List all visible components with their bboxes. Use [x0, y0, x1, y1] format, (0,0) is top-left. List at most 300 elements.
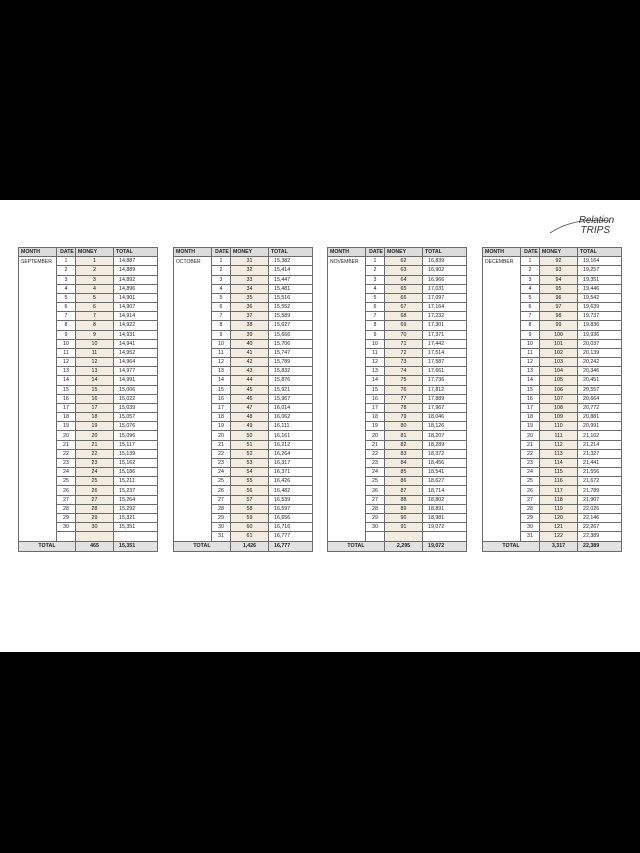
money-cell: 65 [385, 284, 423, 293]
table-row [19, 458, 158, 467]
table-row [483, 293, 622, 302]
money-cell: 36 [231, 303, 269, 312]
month-cell [19, 468, 57, 477]
table-row [483, 504, 622, 513]
money-cell: 116 [540, 477, 578, 486]
date-cell: 22 [521, 449, 540, 458]
date-cell [366, 532, 385, 541]
table-row [19, 266, 158, 275]
money-cell: 66 [385, 293, 423, 302]
date-cell: 2 [521, 266, 540, 275]
table-row [174, 422, 313, 431]
date-cell: 4 [521, 284, 540, 293]
total-cell: 19,639 [578, 303, 622, 312]
month-cell [483, 312, 521, 321]
month-cell [19, 303, 57, 312]
date-cell: 20 [366, 431, 385, 440]
month-cell [328, 339, 366, 348]
total-cell: 21,556 [578, 468, 622, 477]
money-cell: 8 [76, 321, 114, 330]
month-cell [19, 403, 57, 412]
total-cell: 16,902 [423, 266, 467, 275]
month-cell [328, 303, 366, 312]
money-cell: 90 [385, 513, 423, 522]
total-cell: 15,321 [114, 513, 158, 522]
date-cell: 12 [366, 358, 385, 367]
money-header: MONEY [540, 248, 578, 257]
date-cell: 25 [521, 477, 540, 486]
month-name: NOVEMBER [328, 257, 366, 266]
month-cell [174, 348, 212, 357]
date-cell: 24 [366, 468, 385, 477]
total-cell: 21,789 [578, 486, 622, 495]
header-row [328, 248, 467, 257]
money-cell: 28 [76, 504, 114, 513]
date-cell: 29 [57, 513, 76, 522]
month-cell [483, 486, 521, 495]
table-row [19, 284, 158, 293]
month-cell [174, 312, 212, 321]
date-cell: 6 [57, 303, 76, 312]
total-total: 19,072 [423, 541, 467, 551]
money-cell: 75 [385, 376, 423, 385]
total-cell: 19,737 [578, 312, 622, 321]
date-header: DATE [521, 248, 540, 257]
money-cell: 103 [540, 358, 578, 367]
total-cell: 16,161 [269, 431, 313, 440]
month-cell [483, 440, 521, 449]
month-cell [19, 275, 57, 284]
month-cell [328, 422, 366, 431]
money-cell: 68 [385, 312, 423, 321]
table-row [174, 513, 313, 522]
month-cell [483, 504, 521, 513]
money-cell: 41 [231, 348, 269, 357]
month-cell [483, 303, 521, 312]
logo-line-1: Relation [578, 215, 614, 226]
table-row [174, 385, 313, 394]
month-header: MONTH [328, 248, 366, 257]
total-cell: 16,264 [269, 449, 313, 458]
month-cell [328, 431, 366, 440]
total-cell: 21,102 [578, 431, 622, 440]
money-cell: 92 [540, 257, 578, 266]
month-cell [174, 486, 212, 495]
date-cell: 27 [366, 495, 385, 504]
table-row [19, 504, 158, 513]
money-cell: 94 [540, 275, 578, 284]
table-row [19, 486, 158, 495]
header-row [174, 248, 313, 257]
money-cell: 5 [76, 293, 114, 302]
date-cell: 19 [57, 422, 76, 431]
table-row [19, 275, 158, 284]
month-cell [19, 440, 57, 449]
total-cell: 14,914 [114, 312, 158, 321]
money-cell: 89 [385, 504, 423, 513]
total-cell: 16,839 [423, 257, 467, 266]
money-cell: 16 [76, 394, 114, 403]
table-row [483, 440, 622, 449]
header-row [483, 248, 622, 257]
total-cell: 15,967 [269, 394, 313, 403]
total-cell: 17,442 [423, 339, 467, 348]
total-cell: 15,057 [114, 413, 158, 422]
total-cell: 18,126 [423, 422, 467, 431]
total-row [174, 541, 313, 551]
total-cell: 22,026 [578, 504, 622, 513]
month-cell [19, 385, 57, 394]
date-cell: 16 [521, 394, 540, 403]
month-cell [328, 504, 366, 513]
money-cell: 17 [76, 403, 114, 412]
date-cell: 20 [212, 431, 231, 440]
table-row [19, 422, 158, 431]
month-cell [174, 431, 212, 440]
date-header: DATE [212, 248, 231, 257]
money-cell: 72 [385, 348, 423, 357]
table-row [174, 523, 313, 532]
date-cell: 12 [521, 358, 540, 367]
date-cell: 23 [57, 458, 76, 467]
date-cell: 29 [366, 513, 385, 522]
total-cell: 17,031 [423, 284, 467, 293]
table-row [483, 257, 622, 266]
money-cell: 34 [231, 284, 269, 293]
date-cell: 12 [57, 358, 76, 367]
total-cell: 14,922 [114, 321, 158, 330]
table-row [19, 523, 158, 532]
total-cell: 18,289 [423, 440, 467, 449]
table-row [19, 532, 158, 541]
date-cell: 28 [521, 504, 540, 513]
month-cell [174, 504, 212, 513]
money-cell: 83 [385, 449, 423, 458]
month-cell [19, 284, 57, 293]
table-row [174, 284, 313, 293]
table-row [19, 330, 158, 339]
date-cell: 2 [57, 266, 76, 275]
money-cell: 61 [231, 532, 269, 541]
total-label: TOTAL [483, 541, 540, 551]
total-cell: 16,656 [269, 513, 313, 522]
month-cell [19, 523, 57, 532]
table-row [483, 385, 622, 394]
month-cell [483, 284, 521, 293]
table-row [483, 321, 622, 330]
table-row [328, 312, 467, 321]
month-cell [328, 440, 366, 449]
money-cell: 19 [76, 422, 114, 431]
month-cell [174, 523, 212, 532]
money-cell: 14 [76, 376, 114, 385]
total-cell: 18,802 [423, 495, 467, 504]
month-cell [19, 312, 57, 321]
month-cell [174, 495, 212, 504]
date-cell: 13 [521, 367, 540, 376]
table-row [174, 403, 313, 412]
table-row [19, 257, 158, 266]
table-row [483, 312, 622, 321]
table-row [483, 275, 622, 284]
table-row [19, 440, 158, 449]
month-cell [174, 468, 212, 477]
money-cell: 67 [385, 303, 423, 312]
money-cell: 98 [540, 312, 578, 321]
table-row [19, 321, 158, 330]
month-cell [483, 431, 521, 440]
table-row [328, 376, 467, 385]
table-row [19, 495, 158, 504]
money-cell: 3 [76, 275, 114, 284]
total-cell: 21,441 [578, 458, 622, 467]
table-row [483, 403, 622, 412]
total-cell: 18,891 [423, 504, 467, 513]
table-row [174, 358, 313, 367]
date-cell: 22 [57, 449, 76, 458]
date-cell: 25 [57, 477, 76, 486]
table-row [483, 523, 622, 532]
date-cell: 16 [366, 394, 385, 403]
total-cell: 20,242 [578, 358, 622, 367]
total-cell: 14,901 [114, 293, 158, 302]
month-cell [174, 303, 212, 312]
money-cell: 81 [385, 431, 423, 440]
month-cell [328, 532, 366, 541]
date-cell: 13 [57, 367, 76, 376]
date-cell: 16 [57, 394, 76, 403]
date-cell: 31 [521, 532, 540, 541]
table-row [174, 458, 313, 467]
table-row [483, 330, 622, 339]
table-row [19, 367, 158, 376]
total-cell: 20,037 [578, 339, 622, 348]
total-cell: 17,661 [423, 367, 467, 376]
table-row [483, 358, 622, 367]
date-cell: 7 [366, 312, 385, 321]
logo-line-2: TRIPS [580, 225, 610, 236]
total-cell: 17,232 [423, 312, 467, 321]
money-cell: 20 [76, 431, 114, 440]
money-cell: 88 [385, 495, 423, 504]
money-cell: 78 [385, 403, 423, 412]
date-cell: 5 [366, 293, 385, 302]
money-cell: 70 [385, 330, 423, 339]
date-cell: 18 [366, 413, 385, 422]
month-cell [483, 275, 521, 284]
total-cell: 14,896 [114, 284, 158, 293]
date-cell: 7 [521, 312, 540, 321]
table-row [328, 458, 467, 467]
money-cell: 25 [76, 477, 114, 486]
month-cell [328, 458, 366, 467]
date-cell: 30 [521, 523, 540, 532]
table-row [483, 339, 622, 348]
total-cell: 17,967 [423, 403, 467, 412]
date-cell: 7 [57, 312, 76, 321]
money-cell: 4 [76, 284, 114, 293]
total-cell: 20,664 [578, 394, 622, 403]
date-cell: 31 [212, 532, 231, 541]
total-cell: 14,931 [114, 330, 158, 339]
table-row [483, 413, 622, 422]
money-cell: 15 [76, 385, 114, 394]
month-cell [19, 413, 57, 422]
total-cell: 16,482 [269, 486, 313, 495]
month-cell [328, 321, 366, 330]
table-row [19, 477, 158, 486]
money-cell: 27 [76, 495, 114, 504]
date-cell: 11 [212, 348, 231, 357]
table-row [483, 422, 622, 431]
table-row [328, 477, 467, 486]
month-cell [328, 275, 366, 284]
table-row [19, 376, 158, 385]
money-cell: 51 [231, 440, 269, 449]
money-cell: 64 [385, 275, 423, 284]
month-cell [174, 321, 212, 330]
table-row [174, 339, 313, 348]
table-row [174, 257, 313, 266]
money-cell [76, 532, 114, 541]
month-cell [174, 449, 212, 458]
month-cell [328, 513, 366, 522]
date-cell: 5 [521, 293, 540, 302]
date-cell: 15 [57, 385, 76, 394]
money-cell: 22 [76, 449, 114, 458]
date-cell: 2 [212, 266, 231, 275]
month-cell [483, 394, 521, 403]
total-cell: 15,211 [114, 477, 158, 486]
table-row [174, 303, 313, 312]
date-cell: 1 [366, 257, 385, 266]
date-cell: 15 [366, 385, 385, 394]
date-cell: 23 [212, 458, 231, 467]
money-cell: 91 [385, 523, 423, 532]
table-row [19, 431, 158, 440]
total-cell: 15,186 [114, 468, 158, 477]
total-cell: 15,264 [114, 495, 158, 504]
money-cell: 56 [231, 486, 269, 495]
total-money: 465 [76, 541, 114, 551]
money-cell: 73 [385, 358, 423, 367]
money-header: MONEY [76, 248, 114, 257]
month-cell [19, 486, 57, 495]
total-cell: 15,076 [114, 422, 158, 431]
month-header: MONTH [483, 248, 521, 257]
money-cell: 44 [231, 376, 269, 385]
month-cell [483, 468, 521, 477]
money-cell: 48 [231, 413, 269, 422]
month-cell [483, 330, 521, 339]
total-cell: 15,876 [269, 376, 313, 385]
header-row [19, 248, 158, 257]
month-cell [483, 495, 521, 504]
date-cell: 14 [57, 376, 76, 385]
total-cell: 21,672 [578, 477, 622, 486]
total-header: TOTAL [114, 248, 158, 257]
date-cell: 20 [57, 431, 76, 440]
total-cell: 19,351 [578, 275, 622, 284]
table-row [483, 367, 622, 376]
month-table-september [18, 247, 158, 552]
table-row [483, 266, 622, 275]
total-cell: 14,892 [114, 275, 158, 284]
date-cell: 21 [366, 440, 385, 449]
money-cell: 111 [540, 431, 578, 440]
table-row [328, 449, 467, 458]
money-cell: 6 [76, 303, 114, 312]
money-cell: 23 [76, 458, 114, 467]
money-cell: 10 [76, 339, 114, 348]
total-cell: 15,627 [269, 321, 313, 330]
month-cell [174, 330, 212, 339]
money-cell: 87 [385, 486, 423, 495]
date-cell: 4 [57, 284, 76, 293]
money-cell: 108 [540, 403, 578, 412]
money-cell: 100 [540, 330, 578, 339]
table-row [328, 321, 467, 330]
total-cell: 20,346 [578, 367, 622, 376]
total-cell [423, 532, 467, 541]
table-row [19, 413, 158, 422]
total-cell: 17,736 [423, 376, 467, 385]
month-name: SEPTEMBER [19, 257, 57, 266]
total-cell: 18,046 [423, 413, 467, 422]
month-name: OCTOBER [174, 257, 212, 266]
month-cell [19, 422, 57, 431]
total-cell: 16,062 [269, 413, 313, 422]
total-cell: 17,164 [423, 303, 467, 312]
date-cell: 12 [212, 358, 231, 367]
table-row [174, 468, 313, 477]
total-cell: 22,146 [578, 513, 622, 522]
table-row [174, 477, 313, 486]
date-cell: 22 [366, 449, 385, 458]
date-cell: 30 [366, 523, 385, 532]
table-row [19, 385, 158, 394]
table-row [328, 358, 467, 367]
month-cell [483, 403, 521, 412]
total-cell: 15,481 [269, 284, 313, 293]
money-cell: 117 [540, 486, 578, 495]
money-cell: 58 [231, 504, 269, 513]
table-row [174, 449, 313, 458]
date-cell: 15 [521, 385, 540, 394]
month-cell [483, 458, 521, 467]
money-cell: 47 [231, 403, 269, 412]
total-cell: 19,542 [578, 293, 622, 302]
total-money: 2,295 [385, 541, 423, 551]
table-row [174, 266, 313, 275]
date-cell: 13 [366, 367, 385, 376]
month-cell [483, 513, 521, 522]
month-cell [483, 532, 521, 541]
table-row [328, 257, 467, 266]
month-cell [483, 339, 521, 348]
money-cell: 33 [231, 275, 269, 284]
total-cell: 15,921 [269, 385, 313, 394]
month-cell [174, 422, 212, 431]
table-row [483, 468, 622, 477]
money-cell: 115 [540, 468, 578, 477]
money-cell: 79 [385, 413, 423, 422]
total-cell: 15,666 [269, 330, 313, 339]
total-total: 15,351 [114, 541, 158, 551]
money-cell: 7 [76, 312, 114, 321]
total-cell: 15,351 [114, 523, 158, 532]
total-cell: 15,832 [269, 367, 313, 376]
